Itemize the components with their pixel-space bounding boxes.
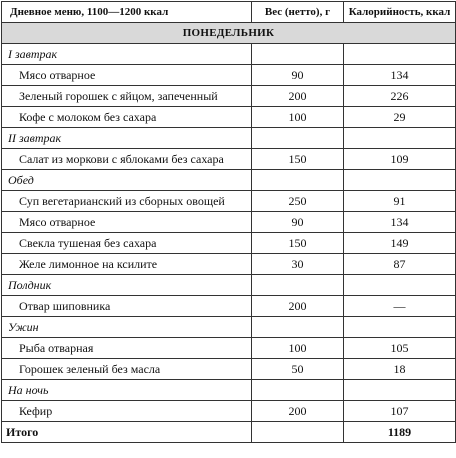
dish-weight: 90 xyxy=(252,65,344,86)
dish-weight: 200 xyxy=(252,401,344,422)
meal-weight-cell xyxy=(252,170,344,191)
meal-weight-cell xyxy=(252,380,344,401)
dish-calories: 18 xyxy=(344,359,456,380)
meal-calories-cell xyxy=(344,275,456,296)
dish-name: Свекла тушеная без сахара xyxy=(2,233,252,254)
dish-name: Зеленый горошек с яйцом, запеченный xyxy=(2,86,252,107)
meal-name: На ночь xyxy=(2,380,252,401)
table-body xyxy=(2,23,456,422)
dish-name: Рыба отварная xyxy=(2,338,252,359)
dish-weight: 150 xyxy=(252,233,344,254)
day-title: ПОНЕДЕЛЬНИК xyxy=(2,23,456,44)
dish-calories: 29 xyxy=(344,107,456,128)
dish-calories: 91 xyxy=(344,191,456,212)
meal-calories-cell xyxy=(344,170,456,191)
column-header-calories: Калорийность, ккал xyxy=(344,2,456,23)
table-row xyxy=(2,191,456,212)
column-header-weight: Вес (нетто), г xyxy=(252,2,344,23)
table-row xyxy=(2,233,456,254)
table-row xyxy=(2,86,456,107)
dish-calories: 134 xyxy=(344,65,456,86)
meal-name: II завтрак xyxy=(2,128,252,149)
table-header-row xyxy=(2,2,456,23)
table-row xyxy=(2,338,456,359)
dish-name: Кофе с молоком без сахара xyxy=(2,107,252,128)
meal-calories-cell xyxy=(344,44,456,65)
dish-calories: 105 xyxy=(344,338,456,359)
table-row xyxy=(2,254,456,275)
dish-weight: 150 xyxy=(252,149,344,170)
dish-calories: 226 xyxy=(344,86,456,107)
table-row xyxy=(2,212,456,233)
day-row xyxy=(2,23,456,44)
dish-weight: 100 xyxy=(252,338,344,359)
column-header-menu: Дневное меню, 1100—1200 ккал xyxy=(2,2,252,23)
meal-row xyxy=(2,275,456,296)
meal-name: I завтрак xyxy=(2,44,252,65)
dish-weight: 90 xyxy=(252,212,344,233)
meal-name: Обед xyxy=(2,170,252,191)
table-row xyxy=(2,401,456,422)
dish-name: Мясо отварное xyxy=(2,212,252,233)
meal-calories-cell xyxy=(344,317,456,338)
table-row xyxy=(2,65,456,86)
table-row xyxy=(2,107,456,128)
dish-name: Кефир xyxy=(2,401,252,422)
dish-calories: 149 xyxy=(344,233,456,254)
dish-weight: 200 xyxy=(252,296,344,317)
meal-row xyxy=(2,44,456,65)
dish-calories: — xyxy=(344,296,456,317)
diet-menu-table xyxy=(1,1,456,443)
dish-name: Суп вегетарианский из сборных овощей xyxy=(2,191,252,212)
meal-calories-cell xyxy=(344,128,456,149)
meal-row xyxy=(2,170,456,191)
meal-row xyxy=(2,317,456,338)
table-row xyxy=(2,296,456,317)
dish-calories: 87 xyxy=(344,254,456,275)
dish-calories: 134 xyxy=(344,212,456,233)
dish-name: Желе лимонное на ксилите xyxy=(2,254,252,275)
dish-name: Горошек зеленый без масла xyxy=(2,359,252,380)
total-weight-cell xyxy=(252,422,344,443)
dish-name: Мясо отварное xyxy=(2,65,252,86)
dish-weight: 50 xyxy=(252,359,344,380)
total-label: Итого xyxy=(2,422,252,443)
dish-weight: 100 xyxy=(252,107,344,128)
dish-name: Отвар шиповника xyxy=(2,296,252,317)
meal-row xyxy=(2,128,456,149)
total-row xyxy=(2,422,456,443)
table-row xyxy=(2,359,456,380)
meal-name: Ужин xyxy=(2,317,252,338)
meal-weight-cell xyxy=(252,317,344,338)
meal-name: Полдник xyxy=(2,275,252,296)
meal-calories-cell xyxy=(344,380,456,401)
dish-calories: 109 xyxy=(344,149,456,170)
meal-weight-cell xyxy=(252,128,344,149)
dish-weight: 200 xyxy=(252,86,344,107)
meal-weight-cell xyxy=(252,275,344,296)
dish-name: Салат из моркови с яблоками без сахара xyxy=(2,149,252,170)
total-calories: 1189 xyxy=(344,422,456,443)
table-row xyxy=(2,149,456,170)
dish-weight: 250 xyxy=(252,191,344,212)
meal-row xyxy=(2,380,456,401)
dish-calories: 107 xyxy=(344,401,456,422)
meal-weight-cell xyxy=(252,44,344,65)
dish-weight: 30 xyxy=(252,254,344,275)
